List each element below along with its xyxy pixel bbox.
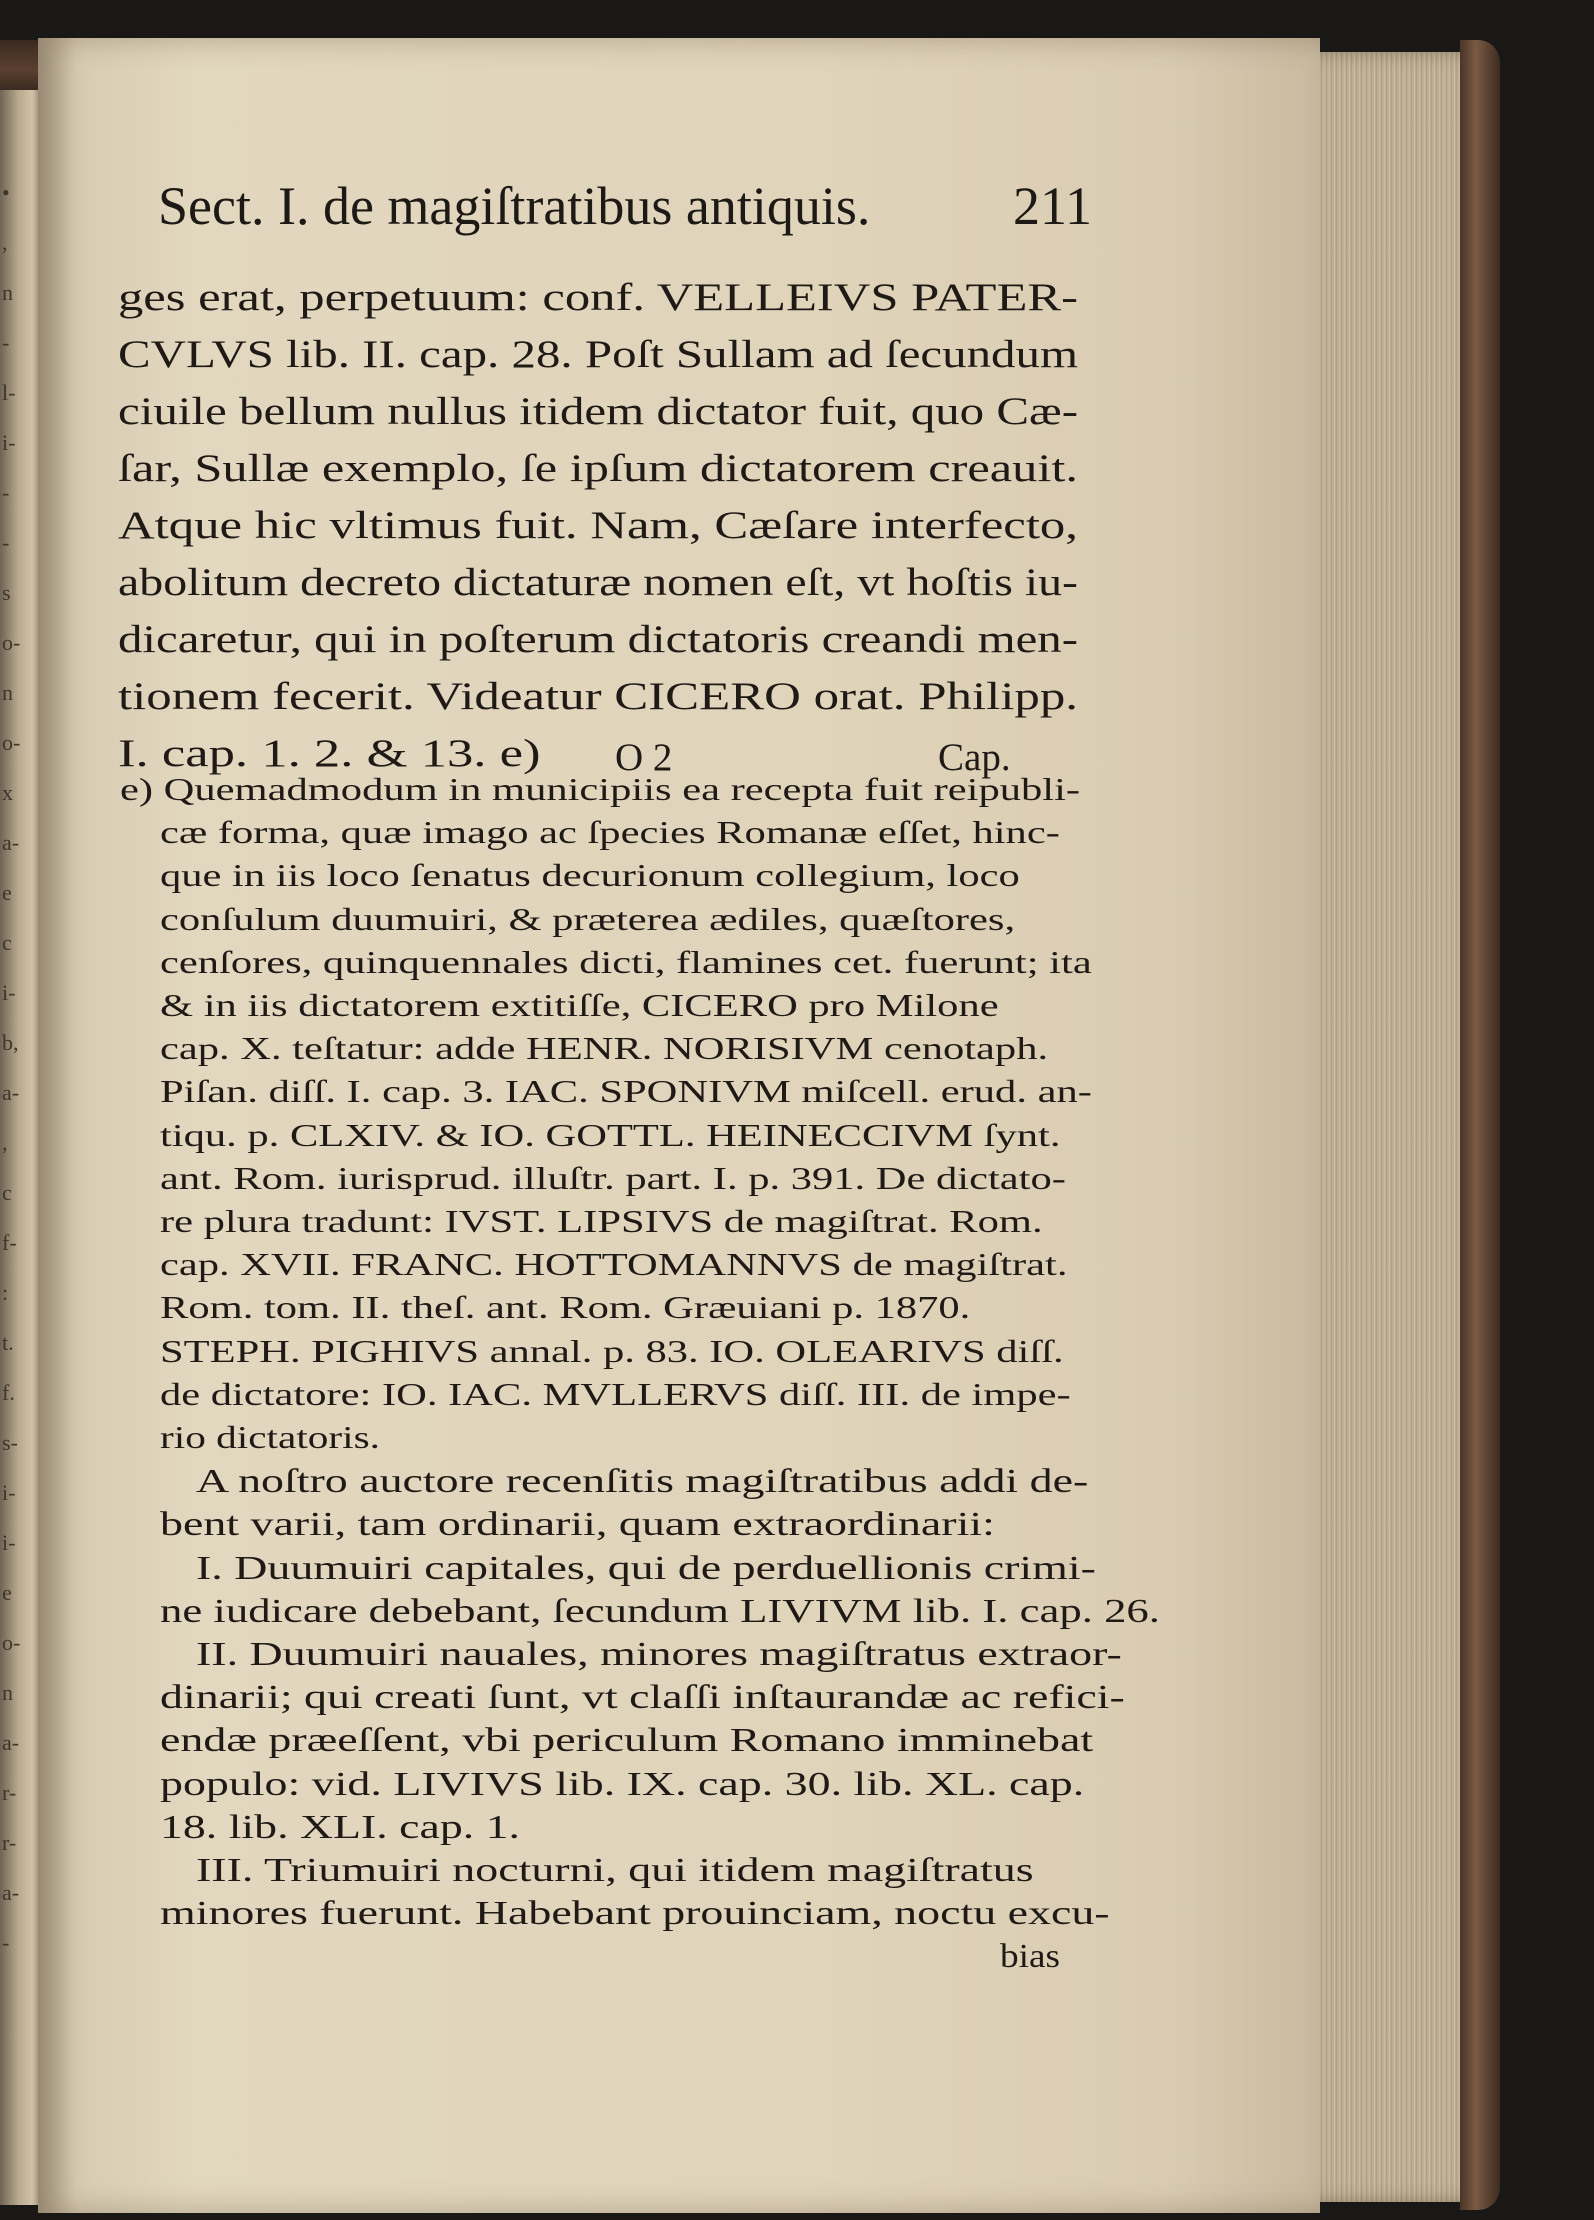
margin-fragment: r-	[2, 1830, 17, 1855]
margin-fragment: o-	[2, 1630, 21, 1655]
margin-fragment: i-	[2, 1530, 16, 1555]
margin-fragment: i-	[2, 1480, 16, 1505]
footnote-line: A noſtro auctore recenſitis magiſtratibus addi de-	[196, 1463, 1089, 1501]
footnote-line: minores fuerunt. Habebant prouinciam, noctu excu-	[160, 1895, 1110, 1933]
footnote-line: e) Quemadmodum in municipiis ea recepta fuit reipubli-	[120, 772, 1081, 807]
margin-fragment: n	[2, 680, 13, 705]
margin-fragment: ,	[2, 1130, 8, 1155]
margin-fragment: f.	[2, 1380, 15, 1405]
margin-fragment: c	[2, 930, 12, 955]
margin-fragment: n	[2, 1680, 13, 1705]
margin-fragment: x	[2, 780, 13, 805]
main-text-line: tionem fecerit. Videatur CICERO orat. Philipp.	[118, 675, 1078, 718]
footnote-line: cæ forma, quæ imago ac ſpecies Romanæ eſſet, hinc-	[160, 815, 1060, 851]
footnote-line: & in iis dictatorem extitiſſe, CICERO pro Milone	[160, 988, 999, 1023]
book-cover-edge	[1460, 40, 1500, 2210]
footnote-line: ant. Rom. iurisprud. illuſtr. part. I. p. 391. De dictato-	[160, 1160, 1066, 1196]
margin-fragment: ,	[2, 230, 8, 255]
footnote-line: cap. XVII. FRANC. HOTTOMANNVS de magiſtrat.	[160, 1247, 1068, 1283]
margin-fragment: e	[2, 880, 12, 905]
footnote-line: cenſores, quinquennales dicti, flamines cet. fuerunt; ita	[160, 944, 1092, 980]
margin-fragment: t.	[2, 1330, 14, 1355]
main-text-line: CVLVS lib. II. cap. 28. Poſt Sullam ad ſecundum	[118, 333, 1078, 376]
footnote-line: tiqu. p. CLXIV. & IO. GOTTL. HEINECCIVM ſynt.	[160, 1117, 1061, 1153]
main-text-line: ciuile bellum nullus itidem dictator fuit, quo Cæ-	[118, 390, 1078, 433]
footnote-line: Piſan. diſſ. I. cap. 3. IAC. SPONIVM miſcell. erud. an-	[160, 1074, 1092, 1110]
margin-fragment: n	[2, 280, 13, 305]
margin-fragment: a-	[2, 830, 20, 855]
main-text-line: ſar, Sullæ exemplo, ſe ipſum dictatorem creauit.	[118, 447, 1078, 490]
running-head-title: Sect. I. de magiſtratibus antiquis.	[158, 176, 871, 236]
margin-fragment: e	[2, 1580, 12, 1605]
signature-mark: O 2	[615, 736, 673, 779]
footnote-line: conſulum duumuiri, & præterea ædiles, quæſtores,	[160, 901, 1016, 937]
footnote-line: de dictatore: IO. IAC. MVLLERVS diſſ. III. de impe-	[160, 1376, 1071, 1412]
footnote-line: II. Duumuiri nauales, minores magiſtratus extraor-	[196, 1636, 1122, 1673]
main-text-line: ges erat, perpetuum: conf. VELLEIVS PATER-	[118, 276, 1078, 319]
footnote-line: cap. X. teſtatur: adde HENR. NORISIVM cenotaph.	[160, 1031, 1049, 1067]
main-text-line: dicaretur, qui in poſterum dictatoris creandi men-	[118, 618, 1078, 661]
footnote-line: dinarii; qui creati ſunt, vt claſſi inſtaurandæ ac refici-	[160, 1679, 1125, 1717]
margin-fragment: i-	[2, 430, 16, 455]
margin-fragment: o-	[2, 730, 21, 755]
margin-fragment: b,	[2, 1030, 19, 1055]
footnote-line: 18. lib. XLI. cap. 1.	[160, 1808, 520, 1846]
catchword: Cap.	[938, 736, 1011, 779]
footnote-line: que in iis loco ſenatus decurionum collegium, loco	[160, 858, 1020, 894]
margin-fragment: -	[2, 330, 10, 355]
margin-fragment: a-	[2, 1730, 20, 1755]
margin-fragment: a-	[2, 1080, 20, 1105]
margin-fragment: s	[2, 580, 11, 605]
margin-fragment: :	[2, 1280, 9, 1305]
margin-fragment: o-	[2, 630, 21, 655]
margin-fragment: f-	[2, 1230, 17, 1255]
margin-fragment: i-	[2, 980, 16, 1005]
footnote-line: re plura tradunt: IVST. LIPSIVS de magiſtrat. Rom.	[160, 1204, 1043, 1239]
footnote-line: STEPH. PIGHIVS annal. p. 83. IO. OLEARIVS diſſ.	[160, 1333, 1064, 1369]
margin-fragment: l-	[2, 380, 16, 405]
footnote-line: III. Triumuiri nocturni, qui itidem magiſtratus	[196, 1852, 1034, 1889]
footnote-line: endæ præeſſent, vbi periculum Romano imminebat	[160, 1722, 1094, 1760]
footnote-line: ne iudicare debebant, ſecundum LIVIVM lib. I. cap. 26.	[160, 1592, 1160, 1630]
margin-fragment: -	[2, 1930, 10, 1955]
margin-fragment: -	[2, 530, 10, 555]
footnote-line: I. Duumuiri capitales, qui de perduellionis crimi-	[196, 1549, 1096, 1587]
margin-fragment: r-	[2, 1780, 17, 1805]
footnote-line: rio dictatoris.	[160, 1420, 380, 1455]
main-text-line: abolitum decreto dictaturæ nomen eſt, vt hoſtis iu-	[118, 561, 1078, 604]
main-text-line: I. cap. 1. 2. & 13. e)	[118, 732, 541, 775]
footnote-line: bent varii, tam ordinarii, quam extraordinarii:	[160, 1506, 995, 1544]
previous-page-margin-text	[0, 180, 22, 1980]
margin-fragment: -	[2, 480, 10, 505]
running-head	[158, 175, 1092, 245]
main-text-line: Atque hic vltimus fuit. Nam, Cæſare interfecto,	[118, 504, 1078, 547]
margin-fragment: •	[2, 180, 10, 205]
footnote-line: Rom. tom. II. theſ. ant. Rom. Græuiani p. 1870.	[160, 1290, 971, 1326]
margin-fragment: s-	[2, 1430, 18, 1455]
footnote-line: populo: vid. LIVIVS lib. IX. cap. 30. lib. XL. cap.	[160, 1765, 1085, 1803]
page-number: 211	[1013, 176, 1092, 236]
footnote-line: bias	[1000, 1938, 1060, 1976]
margin-fragment: c	[2, 1180, 12, 1205]
margin-fragment: a-	[2, 1880, 20, 1905]
